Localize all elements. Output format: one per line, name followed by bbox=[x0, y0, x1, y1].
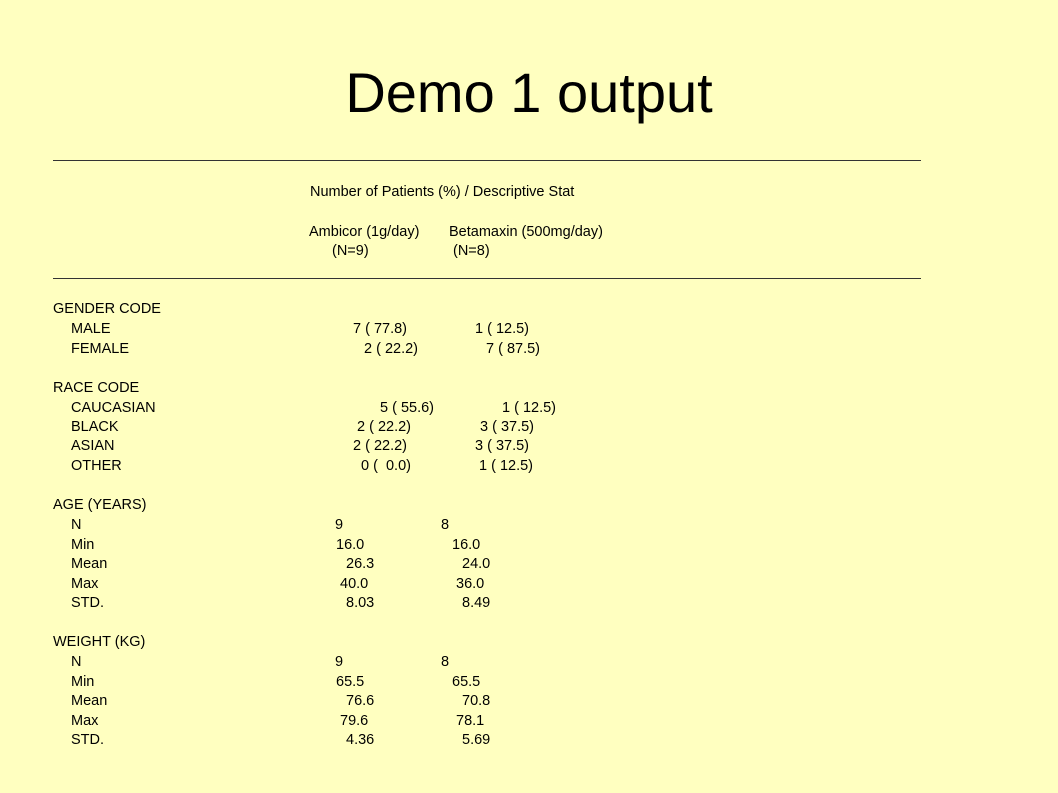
section-title-race: RACE CODE bbox=[53, 380, 140, 396]
top-rule bbox=[53, 160, 921, 161]
row-label: Max bbox=[71, 713, 99, 729]
row-value-col2: 78.1 bbox=[456, 713, 485, 729]
header-rule bbox=[53, 278, 921, 279]
row-value-col1: 79.6 bbox=[340, 713, 369, 729]
row-label: OTHER bbox=[71, 458, 122, 474]
row-label: ASIAN bbox=[71, 438, 115, 454]
row-value-col2: 1 ( 12.5) bbox=[502, 400, 556, 416]
row-value-col2: 1 ( 12.5) bbox=[479, 458, 533, 474]
row-label: BLACK bbox=[71, 419, 119, 435]
row-label: MALE bbox=[71, 321, 111, 337]
row-value-col1: 26.3 bbox=[346, 556, 375, 572]
slide-title: Demo 1 output bbox=[345, 61, 713, 124]
row-value-col1: 65.5 bbox=[336, 674, 365, 690]
row-label: N bbox=[71, 517, 82, 533]
row-value-col1: 7 ( 77.8) bbox=[353, 321, 407, 337]
section-title-age: AGE (YEARS) bbox=[53, 497, 147, 513]
row-label: Mean bbox=[71, 693, 108, 709]
row-value-col2: 1 ( 12.5) bbox=[475, 321, 529, 337]
row-value-col1: 2 ( 22.2) bbox=[353, 438, 407, 454]
row-value-col1: 5 ( 55.6) bbox=[380, 400, 434, 416]
row-value-col2: 8 bbox=[441, 517, 450, 533]
row-label: Min bbox=[71, 674, 95, 690]
section-title-weight: WEIGHT (KG) bbox=[53, 634, 146, 650]
row-label: STD. bbox=[71, 732, 105, 748]
row-value-col1: 40.0 bbox=[340, 576, 369, 592]
row-label: FEMALE bbox=[71, 341, 130, 357]
row-label: Max bbox=[71, 576, 99, 592]
row-value-col2: 70.8 bbox=[462, 693, 491, 709]
row-label: Mean bbox=[71, 556, 108, 572]
row-value-col2: 8.49 bbox=[462, 595, 491, 611]
row-value-col2: 3 ( 37.5) bbox=[475, 438, 529, 454]
header-line: Number of Patients (%) / Descriptive Stat bbox=[310, 184, 575, 200]
row-value-col1: 16.0 bbox=[336, 537, 365, 553]
row-value-col1: 2 ( 22.2) bbox=[364, 341, 418, 357]
row-value-col1: 2 ( 22.2) bbox=[357, 419, 411, 435]
row-label: Min bbox=[71, 537, 95, 553]
row-value-col2: 24.0 bbox=[462, 556, 491, 572]
row-value-col2: 65.5 bbox=[452, 674, 481, 690]
row-value-col1: 8.03 bbox=[346, 595, 375, 611]
row-value-col2: 5.69 bbox=[462, 732, 491, 748]
row-value-col2: 7 ( 87.5) bbox=[486, 341, 540, 357]
col2-n: (N=8) bbox=[453, 243, 490, 259]
row-value-col1: 76.6 bbox=[346, 693, 375, 709]
row-value-col2: 3 ( 37.5) bbox=[480, 419, 534, 435]
section-title-gender: GENDER CODE bbox=[53, 301, 161, 317]
row-value-col1: 9 bbox=[335, 517, 344, 533]
row-label: STD. bbox=[71, 595, 105, 611]
row-value-col2: 36.0 bbox=[456, 576, 485, 592]
row-value-col1: 4.36 bbox=[346, 732, 375, 748]
col2-header: Betamaxin (500mg/day) bbox=[449, 224, 603, 240]
row-label: CAUCASIAN bbox=[71, 400, 156, 416]
row-label: N bbox=[71, 654, 82, 670]
row-value-col1: 0 ( 0.0) bbox=[361, 458, 411, 474]
col1-header: Ambicor (1g/day) bbox=[309, 224, 420, 240]
row-value-col2: 16.0 bbox=[452, 537, 481, 553]
col1-n: (N=9) bbox=[332, 243, 369, 259]
row-value-col2: 8 bbox=[441, 654, 450, 670]
row-value-col1: 9 bbox=[335, 654, 344, 670]
